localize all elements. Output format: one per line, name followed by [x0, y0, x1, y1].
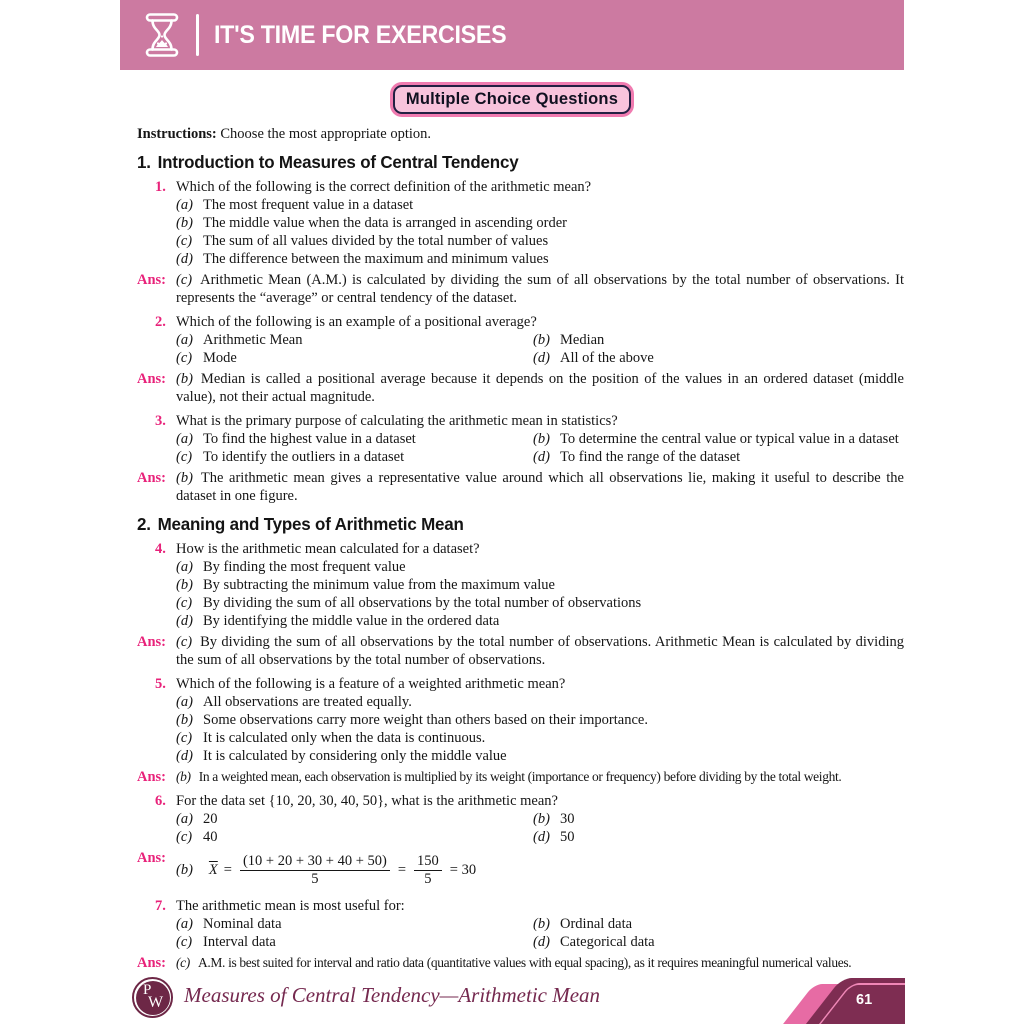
option-text: Mode	[203, 350, 237, 366]
answer-text: A.M. is best suited for interval and ratio data (quantitative values with equal spacing), as it requires meaningful numerical values.	[197, 955, 852, 970]
question-text: The arithmetic mean is most useful for:	[176, 898, 405, 914]
option-b	[176, 576, 904, 594]
section-heading-1	[137, 153, 881, 172]
option-d	[533, 933, 904, 951]
option-a	[176, 558, 904, 576]
option-b	[533, 915, 904, 933]
answer-q2	[137, 370, 904, 406]
options-q2	[176, 331, 904, 367]
question-text: Which of the following is the correct definition of the arithmetic mean?	[176, 179, 592, 195]
answer-text: Arithmetic Mean (A.M.) is calculated by dividing the sum of all observations by the total number of observations. It represents the “average” or central tendency of the dataset.	[176, 272, 904, 306]
option-c	[176, 349, 533, 367]
option-text: By subtracting the minimum value from the maximum value	[203, 577, 555, 593]
option-letter: (d)	[176, 748, 193, 764]
answer-letter: (b)	[176, 769, 191, 784]
question-3	[155, 412, 904, 430]
answer-label: Ans:	[137, 769, 167, 785]
option-text: All of the above	[560, 350, 654, 366]
answer-q4	[137, 633, 904, 669]
option-text: By dividing the sum of all observations by the total number of observations	[203, 595, 642, 611]
question-number: 6.	[155, 793, 166, 809]
question-2	[155, 313, 904, 331]
question-text: Which of the following is an example of a positional average?	[176, 314, 537, 330]
option-a	[176, 915, 533, 933]
option-letter: (c)	[176, 730, 193, 746]
section-title: Meaning and Types of Arithmetic Mean	[157, 514, 464, 534]
option-a	[176, 430, 533, 448]
option-d	[176, 250, 904, 268]
question-number: 5.	[155, 676, 166, 692]
section-number: 1.	[137, 152, 151, 172]
options-q6	[176, 810, 904, 846]
option-text: To find the highest value in a dataset	[203, 431, 416, 447]
question-number: 3.	[155, 413, 166, 429]
option-letter: (b)	[533, 916, 550, 932]
equals-sign: =	[397, 862, 407, 878]
option-letter: (c)	[176, 595, 193, 611]
option-c	[176, 828, 533, 846]
option-text: 50	[560, 829, 575, 845]
option-text: By finding the most frequent value	[203, 559, 406, 575]
option-letter: (b)	[176, 577, 193, 593]
option-letter: (a)	[176, 811, 193, 827]
option-letter: (d)	[176, 613, 193, 629]
answer-label: Ans:	[137, 850, 167, 866]
formula-result: = 30	[449, 862, 477, 878]
option-text: It is calculated only when the data is continuous.	[203, 730, 486, 746]
option-c	[176, 232, 904, 250]
banner-title: IT'S TIME FOR EXERCISES	[214, 21, 507, 49]
option-c	[176, 448, 533, 466]
options-q3	[176, 430, 904, 466]
question-text: What is the primary purpose of calculating the arithmetic mean in statistics?	[176, 413, 618, 429]
question-4	[155, 540, 904, 558]
answer-letter: (b)	[176, 470, 193, 486]
answer-letter: (b)	[176, 371, 193, 387]
page-number: 61	[856, 992, 873, 1008]
question-number: 1.	[155, 179, 166, 195]
answer-q1	[137, 271, 904, 307]
answer-formula	[176, 849, 904, 891]
header-banner	[120, 0, 904, 70]
option-text: The sum of all values divided by the total number of values	[203, 233, 549, 249]
option-d	[176, 612, 904, 630]
option-letter: (b)	[533, 332, 550, 348]
logo-letter-p: P	[143, 982, 152, 998]
option-letter: (c)	[176, 934, 193, 950]
option-text: It is calculated by considering only the middle value	[203, 748, 507, 764]
option-text: Median	[560, 332, 605, 348]
option-text: To determine the central value or typical value in a dataset	[560, 431, 899, 447]
equals-sign: =	[223, 862, 232, 878]
option-text: Categorical data	[560, 934, 655, 950]
question-text: How is the arithmetic mean calculated for a dataset?	[176, 541, 480, 557]
page-content	[120, 70, 904, 972]
option-letter: (d)	[533, 350, 550, 366]
answer-letter: (c)	[176, 955, 190, 970]
question-6	[155, 792, 904, 810]
option-a	[176, 196, 904, 214]
question-5	[155, 675, 904, 693]
option-text: Some observations carry more weight than others based on their importance.	[203, 712, 648, 728]
option-c	[176, 729, 904, 747]
option-text: Ordinal data	[560, 916, 633, 932]
answer-letter: (c)	[176, 272, 193, 288]
hourglass-icon	[142, 12, 182, 58]
option-letter: (a)	[176, 694, 193, 710]
answer-letter: (b)	[176, 862, 193, 878]
option-b	[176, 214, 904, 232]
page-number-ribbon	[780, 978, 905, 1024]
option-letter: (a)	[176, 332, 193, 348]
option-letter: (a)	[176, 431, 193, 447]
option-text: The difference between the maximum and minimum values	[203, 251, 549, 267]
option-b	[533, 810, 904, 828]
option-a	[176, 693, 904, 711]
banner-divider	[196, 14, 199, 56]
option-b	[533, 430, 904, 448]
option-text: Arithmetic Mean	[203, 332, 303, 348]
mcq-badge: Multiple Choice Questions	[393, 85, 631, 114]
option-letter: (a)	[176, 559, 193, 575]
answer-q7	[137, 954, 904, 972]
section-title: Introduction to Measures of Central Tendency	[157, 152, 519, 172]
option-text: All observations are treated equally.	[203, 694, 412, 710]
option-a	[176, 331, 533, 349]
answer-text: Median is called a positional average because it depends on the position of the values in an ordered dataset (middle value), not their actual magnitude.	[176, 371, 904, 405]
question-number: 2.	[155, 314, 166, 330]
option-letter: (b)	[176, 215, 193, 231]
instructions-label: Instructions:	[137, 126, 217, 142]
answer-label: Ans:	[137, 371, 167, 387]
question-1	[155, 178, 904, 196]
footer-chapter-title: Measures of Central Tendency—Arithmetic Mean	[184, 983, 601, 1007]
option-letter: (d)	[533, 934, 550, 950]
option-text: 20	[203, 811, 218, 827]
answer-text: In a weighted mean, each observation is multiplied by its weight (importance or frequency) before dividing by the total weight.	[198, 769, 842, 784]
answer-letter: (c)	[176, 634, 193, 650]
option-letter: (d)	[533, 829, 550, 845]
options-q5	[176, 693, 904, 765]
answer-q6	[137, 849, 904, 891]
option-letter: (c)	[176, 233, 193, 249]
option-letter: (a)	[176, 916, 193, 932]
option-text: By identifying the middle value in the ordered data	[203, 613, 500, 629]
answer-text: By dividing the sum of all observations by the total number of observations. Arithmetic Mean is calculated by dividing the sum of all observations by the total number of observations.	[176, 634, 904, 668]
fraction-1: $\frac{(10 + 20 + 30 + 40 + 50)}{5}$	[240, 853, 390, 888]
option-text: Nominal data	[203, 916, 282, 932]
options-q1	[176, 196, 904, 268]
question-text: Which of the following is a feature of a weighted arithmetic mean?	[176, 676, 566, 692]
answer-text: The arithmetic mean gives a representative value around which all observations lie, making it useful to describe the dataset in one figure.	[176, 470, 904, 504]
question-number: 7.	[155, 898, 166, 914]
option-text: 40	[203, 829, 218, 845]
question-7	[155, 897, 904, 915]
answer-q5	[137, 768, 904, 786]
option-c	[176, 933, 533, 951]
option-text: Interval data	[203, 934, 276, 950]
answer-label: Ans:	[137, 634, 167, 650]
option-b	[176, 711, 904, 729]
option-b	[533, 331, 904, 349]
answer-label: Ans:	[137, 470, 167, 486]
option-letter: (d)	[176, 251, 193, 267]
instructions-text: Choose the most appropriate option.	[220, 126, 432, 142]
answer-label: Ans:	[137, 272, 167, 288]
options-q7	[176, 915, 904, 951]
option-letter: (b)	[176, 712, 193, 728]
option-c	[176, 594, 904, 612]
option-letter: (c)	[176, 829, 193, 845]
option-letter: (c)	[176, 350, 193, 366]
option-letter: (c)	[176, 449, 193, 465]
option-letter: (d)	[533, 449, 550, 465]
x-bar-symbol: $\overline{X}$	[208, 862, 218, 878]
logo-letter-w: W	[148, 994, 164, 1011]
option-text: To find the range of the dataset	[560, 449, 741, 465]
option-letter: (b)	[533, 431, 550, 447]
options-q4	[176, 558, 904, 630]
answer-q3	[137, 469, 904, 505]
instructions-line	[137, 125, 904, 143]
question-text: For the data set {10, 20, 30, 40, 50}, what is the arithmetic mean?	[176, 793, 558, 809]
question-number: 4.	[155, 541, 166, 557]
option-text: 30	[560, 811, 575, 827]
option-text: The middle value when the data is arranged in ascending order	[203, 215, 567, 231]
section-heading-2	[137, 515, 881, 534]
publisher-logo	[132, 977, 173, 1018]
fraction-2: $\frac{150}{5}$	[414, 853, 442, 888]
option-letter: (a)	[176, 197, 193, 213]
section-number: 2.	[137, 514, 151, 534]
option-d	[533, 828, 904, 846]
option-d	[533, 349, 904, 367]
option-a	[176, 810, 533, 828]
option-text: To identify the outliers in a dataset	[203, 449, 405, 465]
answer-label: Ans:	[137, 955, 167, 971]
option-d	[533, 448, 904, 466]
option-text: The most frequent value in a dataset	[203, 197, 414, 213]
option-letter: (b)	[533, 811, 550, 827]
option-d	[176, 747, 904, 765]
